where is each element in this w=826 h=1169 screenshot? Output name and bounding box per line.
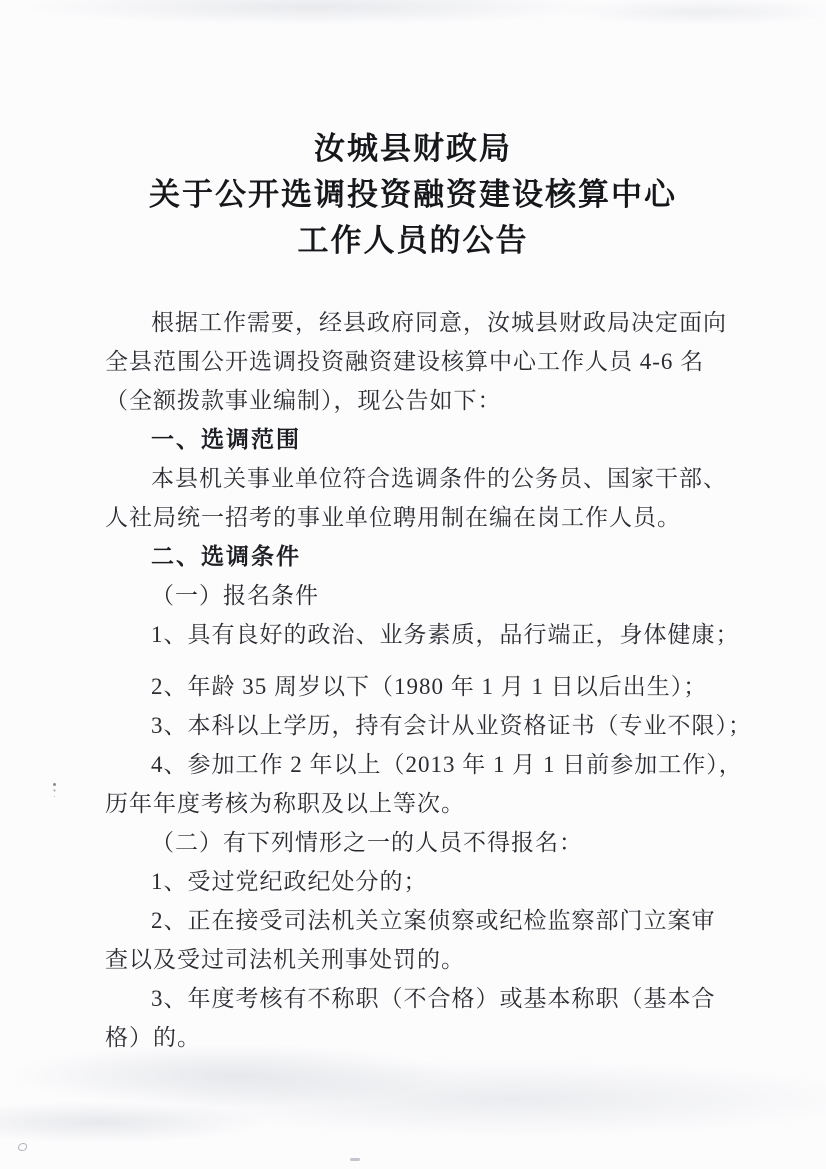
paragraph-body [105, 615, 740, 654]
text-line: 4、参加工作 2 年以上（2013 年 1 月 1 日前参加工作）， [151, 752, 743, 777]
text-line: 查以及受过司法机关刑事处罚的。 [105, 947, 465, 972]
document-title-line: 工作人员的公告 [297, 223, 529, 258]
document-body [105, 303, 752, 1057]
text-line: 格）的。 [105, 1025, 201, 1050]
text-line: 1、受过党纪政纪处分的； [151, 869, 428, 894]
paragraph-heading [105, 537, 733, 576]
paragraph-subheading [105, 576, 733, 615]
text-line: 根据工作需要，经县政府同意，汝城县财政局决定面向 [151, 310, 727, 335]
text-line: 1、具有良好的政治、业务素质，品行端正，身体健康； [151, 622, 740, 647]
text-line: （一）报名条件 [151, 583, 319, 608]
text-line: 2、正在接受司法机关立案侦察或纪检监察部门立案审 [151, 908, 716, 933]
scan-speck [350, 1158, 360, 1161]
document-title [0, 126, 826, 264]
paragraph-body [105, 459, 733, 537]
text-line: 全县范围公开选调投资融资建设核算中心工作人员 4-6 名 [105, 349, 705, 374]
paragraph-body [105, 303, 733, 420]
text-line: 3、本科以上学历，持有会计从业资格证书（专业不限）； [151, 713, 752, 738]
paragraph-body [105, 862, 733, 901]
text-line: 历年年度考核为称职及以上等次。 [105, 791, 465, 816]
text-line: （全额拨款事业编制），现公告如下： [105, 388, 502, 413]
text-line: 二、选调条件 [151, 543, 301, 569]
text-line: 2、年龄 35 周岁以下（1980 年 1 月 1 日以后出生）； [151, 674, 708, 699]
text-line: 人社局统一招考的事业单位聘用制在编在岗工作人员。 [105, 505, 681, 530]
text-line: 一、选调范围 [151, 426, 301, 452]
scan-speck [18, 1143, 27, 1151]
paragraph-body [105, 706, 752, 745]
paragraph-heading [105, 420, 733, 459]
scan-speck [53, 783, 56, 786]
document-title-line: 汝城县财政局 [314, 131, 512, 166]
paragraph-body [105, 745, 743, 823]
text-line: 本县机关事业单位符合选调条件的公务员、国家干部、 [151, 466, 727, 491]
text-line: 3、年度考核有不称职（不合格）或基本称职（基本合 [151, 986, 716, 1011]
paragraph-body [105, 901, 733, 979]
paragraph-body [105, 979, 733, 1057]
paragraph-subheading [105, 823, 733, 862]
document-title-line: 关于公开选调投资融资建设核算中心 [149, 177, 677, 212]
text-line: （二）有下列情形之一的人员不得报名： [151, 830, 583, 855]
paragraph-body [105, 667, 733, 706]
